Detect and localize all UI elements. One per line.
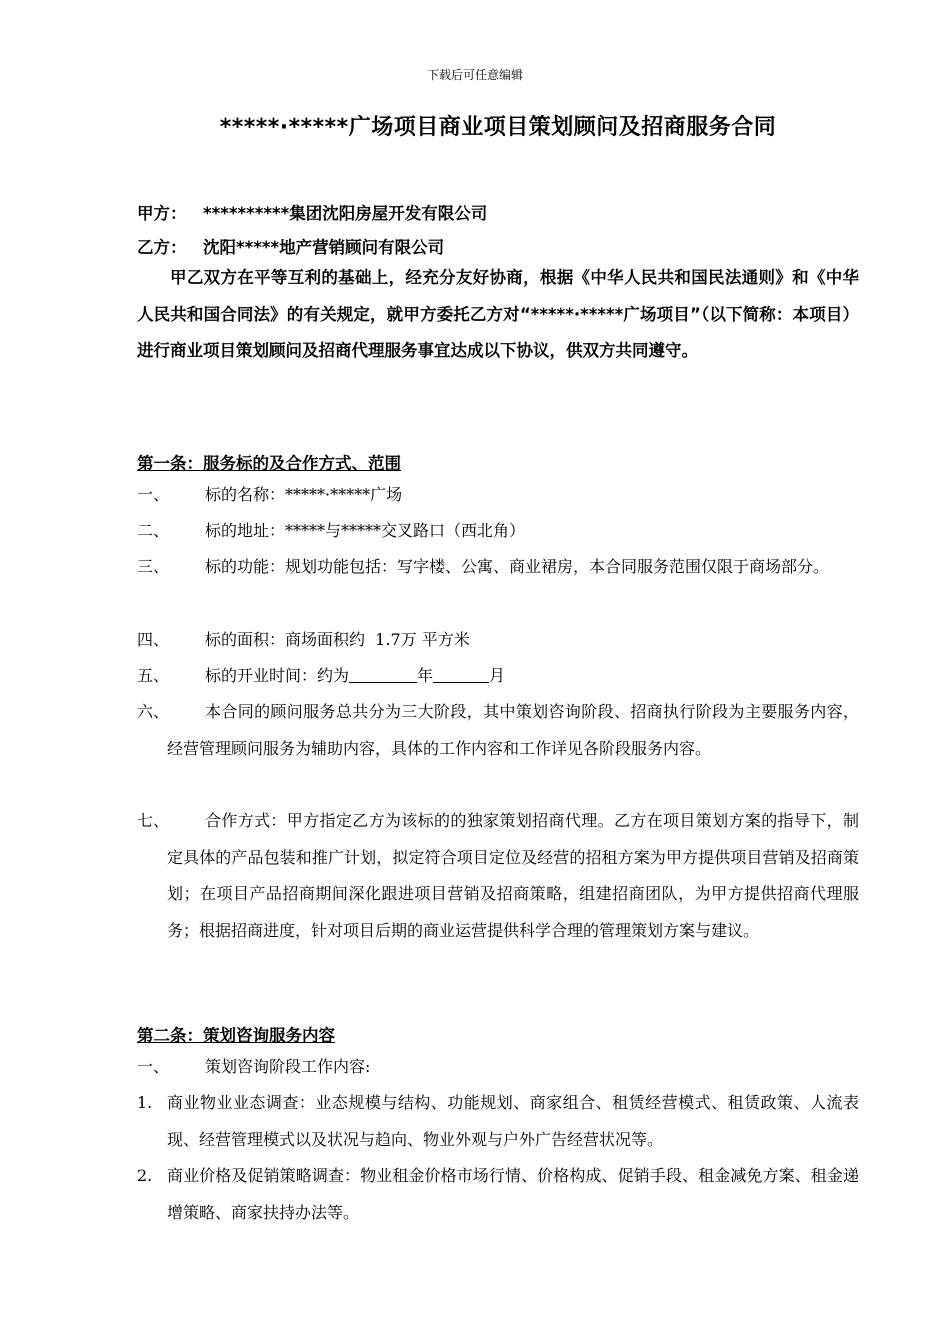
list-item — [137, 1049, 859, 1086]
list-item — [137, 803, 859, 949]
month-blank — [433, 664, 489, 683]
item-number: 2. — [137, 1166, 153, 1185]
party-a-label: 甲方： — [137, 204, 187, 223]
item-number: 1. — [137, 1093, 153, 1112]
list-item — [137, 694, 859, 767]
list-item — [137, 1158, 859, 1231]
year-unit: 年 — [417, 666, 434, 685]
list-item — [137, 622, 859, 659]
item-number: 五、 — [137, 666, 170, 685]
item-text: 标的名称：*****·*****广场 — [205, 485, 403, 504]
list-item — [137, 658, 859, 695]
party-a-value: **********集团沈阳房屋开发有限公司 — [203, 204, 488, 223]
item-text: 商业物业业态调查：业态规模与结构、功能规划、商家组合、租赁经营模式、租赁政策、人流表现、经营管理模式以及状况与趋向、物业外观与户外广告经营状况等。 — [167, 1093, 859, 1149]
header-note: 下载后可任意编辑 — [426, 68, 523, 82]
item-text: 标的地址：*****与*****交叉路口（西北角） — [205, 521, 526, 540]
list-item — [137, 477, 859, 514]
party-b-value: 沈阳*****地产营销顾问有限公司 — [203, 238, 445, 257]
document-title: *****·*****广场项目商业项目策划顾问及招商服务合同 — [219, 115, 777, 140]
list-item — [137, 1085, 859, 1158]
year-blank — [349, 664, 417, 683]
party-b — [137, 234, 444, 258]
item-number: 七、 — [137, 811, 170, 830]
item-number: 三、 — [137, 557, 170, 576]
month-unit: 月 — [489, 666, 506, 685]
opening-time-label: 标的开业时间：约为 — [205, 666, 350, 685]
list-item — [137, 513, 859, 550]
item-text: 本合同的顾问服务总共分为三大阶段，其中策划咨询阶段、招商执行阶段为主要服务内容，经营管理顾问服务为辅助内容，具体的工作内容和工作详见各阶段服务内容。 — [167, 702, 859, 758]
section-1-title: 第一条：服务标的及合作方式、范围 — [137, 454, 401, 473]
item-number: 六、 — [137, 702, 170, 721]
item-text: 合作方式：甲方指定乙方为该标的的独家策划招商代理。乙方在项目策划方案的指导下，制定具体的产品包装和推广计划，拟定符合项目定位及经营的招租方案为甲方提供项目营销及招商策划；在项目产品招商期间深化跟进项目营销及招商策略，组建招商团队，为甲方提供招商代理服务；根据招商进度，针对项目后期的商业运营提供科学合理的管理策划方案与建议。 — [167, 811, 859, 940]
list-item — [137, 549, 859, 586]
party-b-label: 乙方： — [137, 238, 187, 257]
party-a — [137, 200, 487, 224]
item-number: 一、 — [137, 1057, 170, 1076]
intro-paragraph — [137, 260, 859, 370]
item-number: 一、 — [137, 485, 170, 504]
item-text: 策划咨询阶段工作内容: — [205, 1057, 371, 1076]
section-2-title: 第二条：策划咨询服务内容 — [137, 1026, 335, 1045]
intro-text: 甲乙双方在平等互利的基础上，经充分友好协商，根据《中华人民共和国民法通则》和《中华人民共和国合同法》的有关规定，就甲方委托乙方对“*****·*****广场项目”（以下简称：本项目）进行商业项目策划顾问及招商代理服务事宜达成以下协议，供双方共同遵守。 — [137, 268, 859, 360]
item-number: 二、 — [137, 521, 170, 540]
item-text — [167, 658, 859, 695]
item-text: 标的面积：商场面积约 1.7万 平方米 — [205, 630, 470, 649]
item-number: 四、 — [137, 630, 170, 649]
item-text: 商业价格及促销策略调查：物业租金价格市场行情、价格构成、促销手段、租金减免方案、租金递增策略、商家扶持办法等。 — [167, 1166, 859, 1222]
item-text: 标的功能：规划功能包括：写字楼、公寓、商业裙房，本合同服务范围仅限于商场部分。 — [205, 557, 830, 576]
